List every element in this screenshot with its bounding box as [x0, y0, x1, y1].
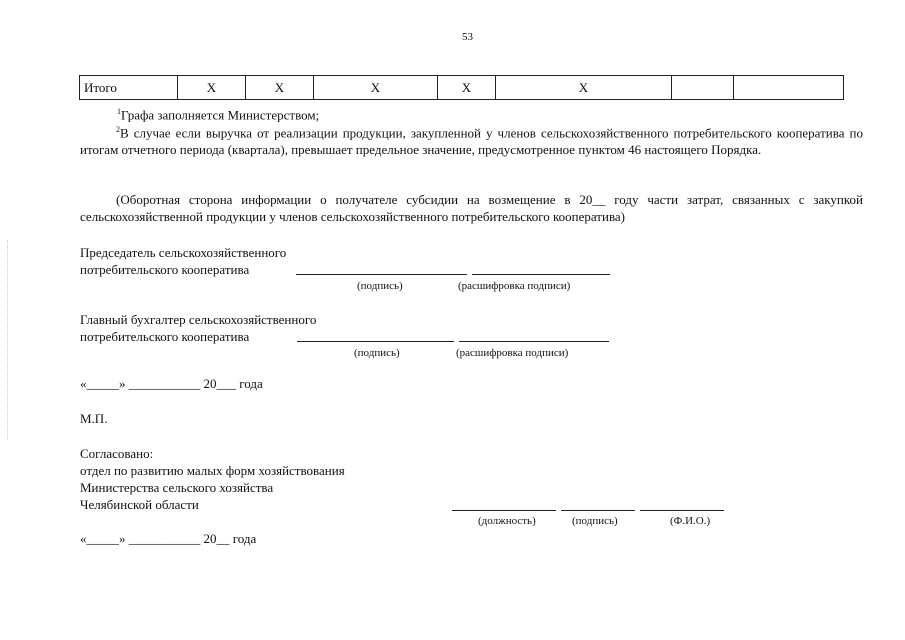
date-line-1: «_____» ___________ 20___ года: [80, 376, 263, 391]
agreed-position-caption: (должность): [478, 515, 536, 527]
date-line-2: «_____» ___________ 20__ года: [80, 531, 257, 546]
footnote-1-mark: 1: [117, 107, 121, 116]
agreed-title: Согласовано:: [80, 446, 154, 461]
table-cell-label: Итого: [80, 76, 178, 100]
chairman-sign-caption: (подпись): [357, 280, 403, 292]
footnote-2: [80, 121, 863, 158]
footnote-2-text: В случае если выручка от реализации продукции, закупленной у членов сельскохозяйственного потребительского кооператива по итогам отчетного периода (квартала), превышает предельное значение, предусмотренное пунктом 46 настоящего Порядка.: [80, 125, 863, 158]
agreed-line2: Министерства сельского хозяйства: [80, 480, 274, 495]
agreed-line3: Челябинской области: [80, 497, 199, 512]
agreed-signature-line: [561, 510, 635, 511]
footnote-1-text: Графа заполняется Министерством;: [121, 107, 320, 123]
table-row: [80, 76, 844, 100]
table-cell: [672, 76, 734, 100]
agreed-name-caption: (Ф.И.О.): [670, 515, 711, 527]
accountant-decode-line: [459, 341, 609, 342]
table-cell: Х: [496, 76, 672, 100]
agreed-sign-caption: (подпись): [572, 515, 618, 527]
reverse-side-note: (Оборотная сторона информации о получателе субсидии на возмещение в 20__ году части затрат, связанных с закупкой сельскохозяйственной продукции у членов сельскохозяйственного потребительского кооператива): [80, 192, 863, 224]
accountant-title-line1: Главный бухгалтер сельскохозяйственного: [80, 312, 317, 327]
accountant-signature-line: [297, 341, 454, 342]
table-cell: Х: [438, 76, 496, 100]
chairman-title-line1: Председатель сельскохозяйственного: [80, 245, 287, 260]
accountant-sign-caption: (подпись): [354, 347, 400, 359]
totals-table: [79, 75, 844, 100]
table-cell: [734, 76, 844, 100]
accountant-title-line2: потребительского кооператива: [80, 329, 250, 344]
page-number: 53: [462, 31, 473, 43]
chairman-title-line2: потребительского кооператива: [80, 262, 250, 277]
chairman-signature-line: [296, 274, 467, 275]
footnote-2-mark: 2: [116, 125, 120, 134]
table-cell: Х: [246, 76, 314, 100]
accountant-decode-caption: (расшифровка подписи): [456, 347, 569, 359]
stamp-label: М.П.: [80, 411, 108, 426]
chairman-decode-line: [472, 274, 610, 275]
agreed-name-line: [640, 510, 724, 511]
scan-margin-mark: [7, 240, 8, 440]
agreed-position-line: [452, 510, 556, 511]
agreed-line1: отдел по развитию малых форм хозяйствования: [80, 463, 345, 478]
table-cell: Х: [178, 76, 246, 100]
table-cell: Х: [314, 76, 438, 100]
chairman-decode-caption: (расшифровка подписи): [458, 280, 571, 292]
